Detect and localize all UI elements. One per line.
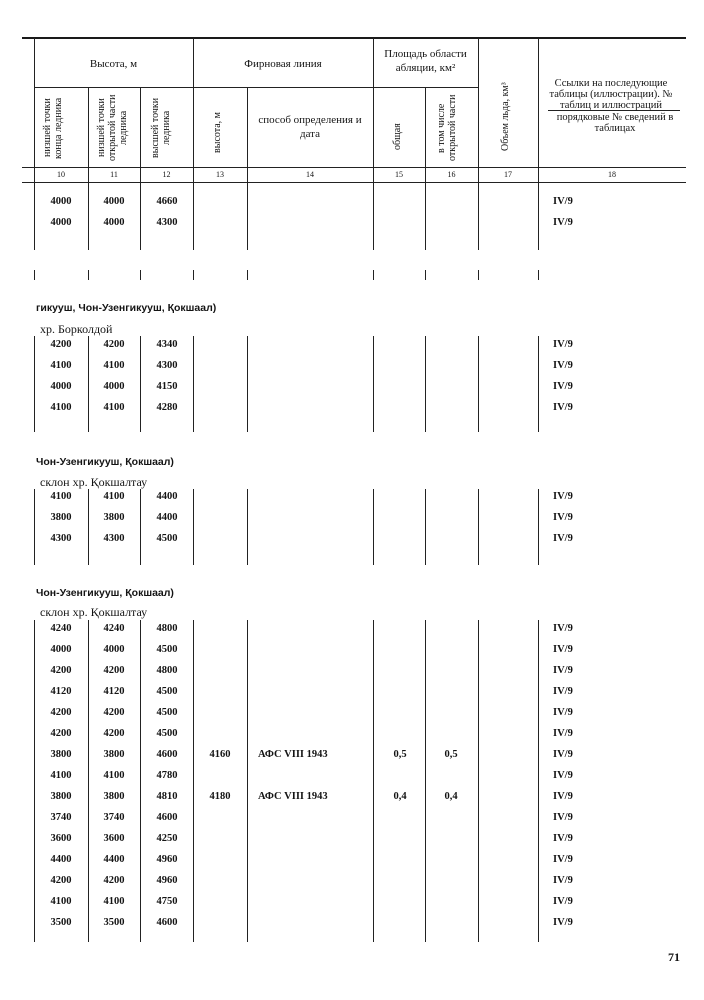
header-high: высшей точки ледника	[150, 97, 172, 159]
section-subtitle: хр. Борколдой	[40, 322, 113, 336]
header-area-total: общая	[392, 123, 403, 151]
header-refs-sub: порядковые № сведений в таблицах	[556, 112, 674, 134]
page-number: 71	[668, 950, 680, 964]
header-refs: Ссылки на последующие таблицы (иллюстрации). № таблиц и иллюстраций	[549, 78, 673, 111]
header-group-divider-firn	[193, 87, 373, 88]
vline-18	[538, 38, 539, 182]
vline-11	[88, 88, 89, 182]
colnum-17: 17	[504, 170, 512, 179]
section-subtitle: склон хр. Қокшалтау	[40, 475, 148, 489]
colnum-15: 15	[395, 170, 403, 179]
table-top-rule	[22, 37, 686, 39]
vline-14	[247, 88, 248, 182]
header-bottom-rule	[22, 167, 686, 168]
header-ice-volume: Объем льда, км³	[500, 82, 511, 152]
colnum-11: 11	[110, 170, 118, 179]
colnum-12: 12	[162, 170, 171, 179]
header-height-group: Высота, м	[89, 58, 138, 70]
vline-12	[140, 88, 141, 182]
header-low-open: низшей точки открытой части ледника	[96, 94, 129, 162]
colnum-13: 13	[216, 170, 224, 179]
header-firn-height: высота, м	[212, 111, 223, 153]
header-firn-method: способ определения и дата	[258, 114, 362, 140]
header-area-group: Площадь области абляции, км²	[384, 48, 467, 74]
column-numbers-rule	[22, 182, 686, 183]
colnum-18: 18	[608, 170, 616, 179]
section-title: Чон-Узенгикууш, Қокшаал)	[36, 587, 174, 599]
header-group-divider-height	[34, 87, 193, 88]
section-title: Чон-Узенгикууш, Қокшаал)	[36, 456, 174, 468]
colnum-10: 10	[57, 170, 65, 179]
header-firn-group: Фирновая линия	[244, 58, 322, 70]
header-area-open: в том числе открытой части	[436, 94, 458, 162]
colnum-16: 16	[447, 170, 456, 179]
vline-16	[425, 88, 426, 182]
section-subtitle: склон хр. Қокшалтау	[40, 605, 148, 619]
vline-17	[478, 38, 479, 182]
section-title: гикууш, Чон-Узенгикууш, Қокшаал)	[36, 302, 217, 314]
header-low-end: низшей точки конца ледника	[42, 97, 64, 159]
colnum-14: 14	[306, 170, 314, 179]
